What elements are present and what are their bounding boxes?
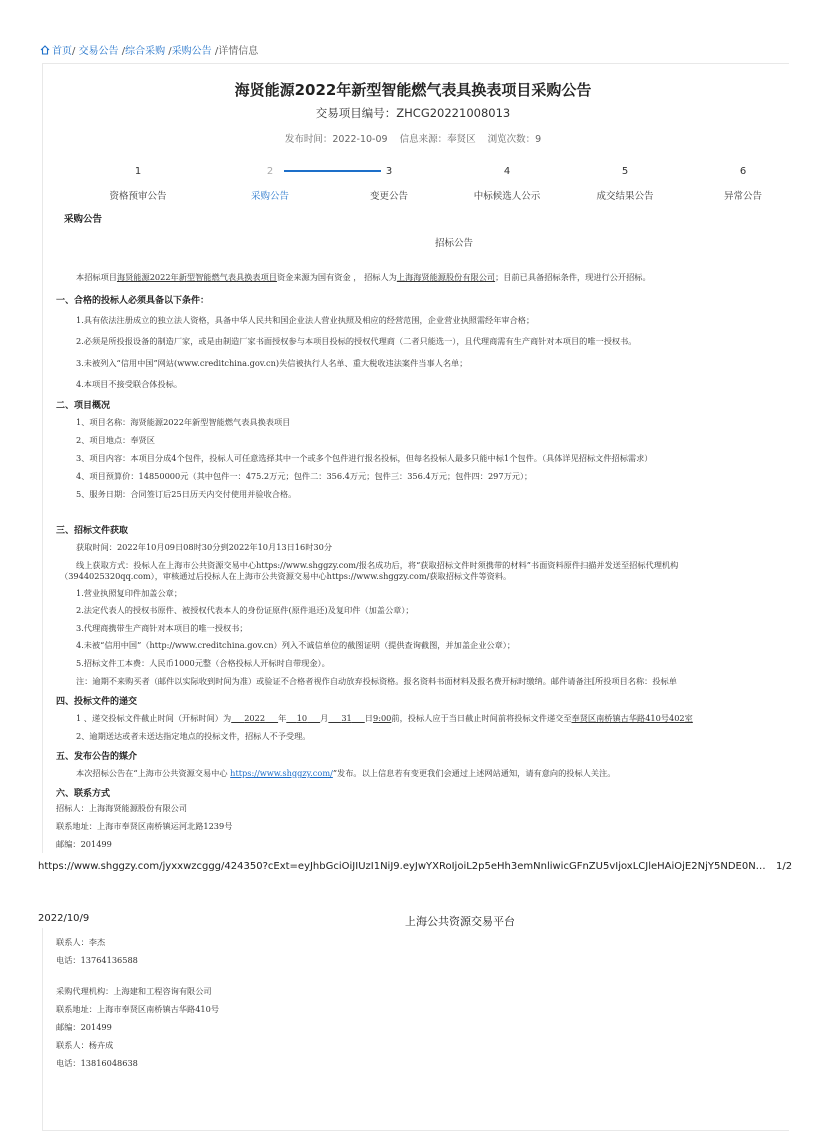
contact-line: 采购代理机构：上海建和工程咨询有限公司 (56, 986, 212, 996)
breadcrumb-combined-link[interactable]: 综合采购 (125, 46, 166, 57)
intro-text: ；目前已具备招标条件，现进行公开招标。 (495, 272, 651, 282)
section-title: 采购公告 (64, 214, 103, 225)
contact-line: 电话：13816048638 (56, 1058, 138, 1068)
deadline-text: 1 、递交投标文件截止时间（开标时间）为 (76, 713, 232, 723)
breadcrumb: 首页/ 交易公告 /综合采购 /采购公告 /详情信息 (40, 42, 258, 57)
acquire-note: 注：逾期不来购买者（邮件以实际收到时间为准）或验证不合格者视作自动放弃投标资格。报名资料书面材料及报名费开标时缴纳。邮件请备注[所投项目名称：投标单 (76, 676, 677, 686)
section-6-title: 六、联系方式 (56, 789, 111, 799)
list-item: 3、项目内容：本项目分成4个包件，投标人可任意选择其中一个或多个包件进行报名投标，但每名投标人最多只能中标1个包件。（具体详见招标文件招标需求） (76, 453, 653, 463)
submit-address: 奉贤区南桥镇古华路410号402室 (571, 713, 693, 723)
list-item: 2、项目地点：奉贤区 (76, 435, 155, 445)
acquire-time: 获取时间：2022年10月09日08时30分到2022年10月13日16时30分 (76, 542, 333, 552)
media-line (76, 768, 615, 779)
list-item: 4.未被“信用中国”（http://www.creditchina.gov.cn）列入不诚信单位的截图证明（提供查询截图，并加盖企业公章）； (76, 640, 516, 650)
step-4-number: 4 (503, 166, 511, 177)
step-1-number: 1 (134, 166, 142, 177)
section-3-title: 三、招标文件获取 (56, 526, 129, 536)
tab-prequalification[interactable]: 资格预审公告 (109, 191, 167, 202)
online-acquire: 线上获取方式：投标人在上海市公共资源交易中心https://www.shggzy.com/报名成功后，将“获取招标文件时须携带的材料”书面资料原件扫描并发送至招标代理机构 (76, 560, 679, 570)
info-source: 信息来源：奉贤区 (399, 134, 476, 145)
section-5-title: 五、发布公告的媒介 (56, 752, 138, 762)
step-5-number: 5 (621, 166, 629, 177)
step-6-number: 6 (739, 166, 747, 177)
contact-line: 邮编：201499 (56, 839, 112, 849)
view-count: 浏览次数：9 (487, 134, 542, 145)
contact-line: 联系地址：上海市奉贤区南桥镇古华路410号 (56, 1004, 220, 1014)
media-text: ”发布。以上信息若有变更我们会通过上述网站通知，请有意向的投标人关注。 (332, 768, 616, 778)
late-submission-note: 2、逾期送达或者未送达指定地点的投标文件，招标人不予受理。 (76, 731, 311, 741)
online-acquire: （3944025320qq.com），审核通过后投标人在上海市公共资源交易中心https://www.shggzy.com/获取招标文件等资料。 (60, 571, 512, 581)
deadline-day: 31 (341, 713, 352, 723)
deadline-time: 9:00 (372, 713, 392, 723)
tab-procurement-notice[interactable]: 采购公告 (250, 191, 289, 202)
contact-line: 联系地址：上海市奉贤区南桥镇运河北路1239号 (56, 821, 233, 831)
contact-line: 联系人：李杰 (56, 937, 106, 947)
list-item: 5.招标文件工本费：人民币1000元整（合格投标人开标时自带现金）。 (76, 658, 330, 668)
section-2-title: 二、项目概况 (56, 401, 111, 411)
document-heading: 招标公告 (434, 238, 473, 249)
list-item: 5、服务日期：合同签订后25日历天内交付使用并验收合格。 (76, 489, 297, 499)
breadcrumb-trade-link[interactable]: 交易公告 (78, 46, 119, 57)
step-3-number: 3 (385, 166, 393, 177)
shggzy-link[interactable]: https://www.shggzy.com/ (230, 768, 333, 778)
list-item: 4、项目预算价：14850000元（其中包件一：475.2万元；包件二：356.4万元；包件三：356.4万元；包件四：297万元）； (76, 471, 533, 481)
print-site-name: 上海公共资源交易平台 (405, 915, 515, 928)
tab-change-notice[interactable]: 变更公告 (369, 191, 408, 202)
tab-winning-candidates[interactable]: 中标候选人公示 (473, 191, 541, 202)
media-text: 本次招标公告在“上海市公共资源交易中心 (76, 768, 231, 778)
list-item: 4.本项目不接受联合体投标。 (76, 379, 183, 389)
contact-line: 电话：13764136588 (56, 955, 138, 965)
print-url: https://www.shggzy.com/jyxxwzcggg/424350?cExt=eyJhbGciOiJIUzI1NiJ9.eyJwYXRoIjoiL2p5eHh3emNnliwicGFnZU5vIjoxLCJleHAiOjE2NjY5NDE0N… (38, 861, 766, 872)
active-step-indicator (284, 170, 381, 172)
list-item: 2.法定代表人的授权书原件、被授权代表本人的身份证原件(原件退还)及复印件（加盖公章）； (76, 605, 414, 615)
deadline-year: 2022 (244, 713, 266, 723)
list-item: 3.未被列入“信用中国”网站(www.creditchina.gov.cn)失信被执行人名单、重大税收违法案件当事人名单； (76, 358, 468, 368)
deadline-month: 10 (296, 713, 308, 723)
contact-line: 邮编：201499 (56, 1022, 112, 1032)
list-item: 1.具有依法注册成立的独立法人资格，具备中华人民共和国企业法人营业执照及相应的经营范围，企业营业执照需经年审合格； (76, 315, 535, 325)
page-title: 海贤能源2022年新型智能燃气表具换表项目采购公告 (234, 81, 592, 99)
notice-meta (0, 131, 826, 145)
list-item: 3.代理商携带生产商针对本项目的唯一授权书； (76, 623, 248, 633)
deadline-text: 前，投标人应于当日截止时间前将投标文件递交至 (391, 713, 572, 723)
intro-text: 资金来源为国有资金 ， 招标人为 (276, 272, 397, 282)
breadcrumb-current: 详情信息 (218, 46, 259, 57)
breadcrumb-home-link[interactable]: 首页 (52, 46, 72, 57)
home-icon[interactable] (40, 45, 50, 55)
section-1-title: 一、合格的投标人必须具备以下条件： (56, 296, 210, 306)
section-4-title: 四、投标文件的递交 (56, 697, 138, 707)
step-2-number: 2 (266, 166, 274, 177)
notice-card-continued (42, 928, 789, 1131)
list-item: 2.必须是所投报设备的制造厂家，或是由制造厂家书面授权参与本项目投标的授权代理商（二者只能选一），且代理商需有生产商针对本项目的唯一授权书。 (76, 336, 637, 346)
contact-line: 联系人：杨卉成 (56, 1040, 114, 1050)
contact-line: 招标人：上海海贤能源股份有限公司 (56, 803, 188, 813)
project-name: 海贤能源2022年新型智能燃气表具换表项目 (116, 272, 277, 282)
intro-text: 本招标项目 (76, 272, 117, 282)
list-item: 1.营业执照复印件加盖公章； (76, 588, 183, 598)
tab-exception-notice[interactable]: 异常公告 (723, 191, 762, 202)
list-item: 1、项目名称：海贤能源2022年新型智能燃气表具换表项目 (76, 417, 291, 427)
tenderer-name: 上海海贤能源股份有限公司 (396, 272, 496, 282)
publish-time: 发布时间：2022-10-09 (284, 134, 388, 145)
print-date: 2022/10/9 (38, 913, 90, 924)
breadcrumb-procurement-link[interactable]: 采购公告 (171, 46, 212, 57)
project-number: 交易项目编号：ZHCG20221008013 (315, 106, 511, 120)
deadline-line: 1 、递交投标文件截止时间（开标时间）为 2022 年 10 月 31 日9:00前，投标人应于当日截止时间前将投标文件递交至奉贤区南桥镇古华路410号402室 (76, 713, 693, 723)
intro-paragraph (76, 272, 651, 283)
page-number: 1/2 (776, 861, 793, 872)
tab-deal-result[interactable]: 成交结果公告 (596, 191, 654, 202)
